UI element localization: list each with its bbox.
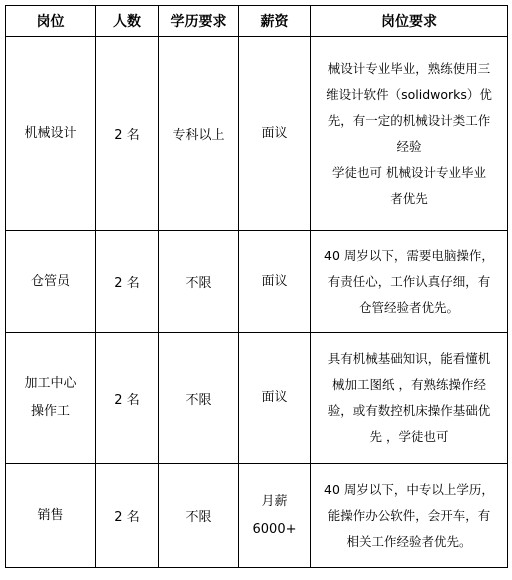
requirement-line: 先 ，学徒也可 <box>369 429 449 444</box>
count-cell: 2 名 <box>96 37 159 231</box>
education-cell: 不限 <box>159 333 239 464</box>
table-row <box>6 37 508 231</box>
requirement-line: 者优先 <box>390 190 428 206</box>
requirement-line: 先，有一定的机械设计类工作 <box>327 112 491 128</box>
requirement-line: 经验 <box>396 138 422 154</box>
salary-cell <box>239 231 311 333</box>
requirements-cell <box>311 333 508 464</box>
requirement-line: 能操作办公软件，会开车，有 <box>327 507 491 523</box>
position-cell <box>6 464 96 568</box>
position-cell <box>6 231 96 333</box>
table-row <box>6 231 508 333</box>
requirements-cell <box>311 37 508 231</box>
position-cell-line: 仓管员 <box>30 273 70 289</box>
requirement-line: 相关工作经验者优先。 <box>346 533 472 549</box>
education-cell: 不限 <box>159 464 239 568</box>
header-count: 人数 <box>96 6 159 37</box>
count-cell: 2 名 <box>96 231 159 333</box>
table-row <box>6 464 508 568</box>
requirement-line: 械设计专业毕业，熟练使用三 <box>327 60 491 76</box>
header-position: 岗位 <box>6 6 96 37</box>
position-cell <box>6 37 96 231</box>
salary-cell-line: 面议 <box>261 273 288 289</box>
salary-cell-line: 月薪 <box>261 493 288 509</box>
header-row <box>6 6 508 37</box>
requirement-line: 具有机械基础知识，能看懂机 <box>327 351 491 366</box>
salary-cell <box>239 464 311 568</box>
requirement-line: 械加工图纸 ，有熟练操作经 <box>332 377 486 392</box>
job-table <box>5 5 508 568</box>
header-requirements: 岗位要求 <box>311 6 508 37</box>
requirements-cell <box>311 231 508 333</box>
requirement-line: 学徒也可 机械设计专业毕业 <box>332 164 486 180</box>
education-cell: 不限 <box>159 231 239 333</box>
header-salary: 薪资 <box>239 6 311 37</box>
salary-cell <box>239 37 311 231</box>
requirement-line: 有责任心，工作认真仔细，有 <box>327 273 491 289</box>
position-cell-line: 加工中心 <box>24 376 77 391</box>
salary-cell-line: 面议 <box>261 390 288 405</box>
count-cell: 2 名 <box>96 333 159 464</box>
position-cell-line: 操作工 <box>30 404 70 419</box>
requirement-line: 维设计软件（solidworks）优 <box>326 86 492 102</box>
position-cell-line: 销售 <box>37 507 64 523</box>
requirements-cell <box>311 464 508 568</box>
table-row <box>6 333 508 464</box>
salary-cell-line: 面议 <box>261 125 288 141</box>
position-cell <box>6 333 96 464</box>
salary-cell <box>239 333 311 464</box>
requirement-line: 40 周岁以下，中专以上学历， <box>324 481 494 497</box>
requirement-line: 仓管经验者优先。 <box>358 299 459 315</box>
position-cell-line: 机械设计 <box>24 125 77 141</box>
requirement-line: 验，或有数控机床操作基础优 <box>327 403 491 418</box>
salary-cell-line: 6000+ <box>252 521 297 537</box>
requirement-line: 40 周岁以下，需要电脑操作， <box>324 247 494 263</box>
count-cell: 2 名 <box>96 464 159 568</box>
header-education: 学历要求 <box>159 6 239 37</box>
education-cell: 专科以上 <box>159 37 239 231</box>
